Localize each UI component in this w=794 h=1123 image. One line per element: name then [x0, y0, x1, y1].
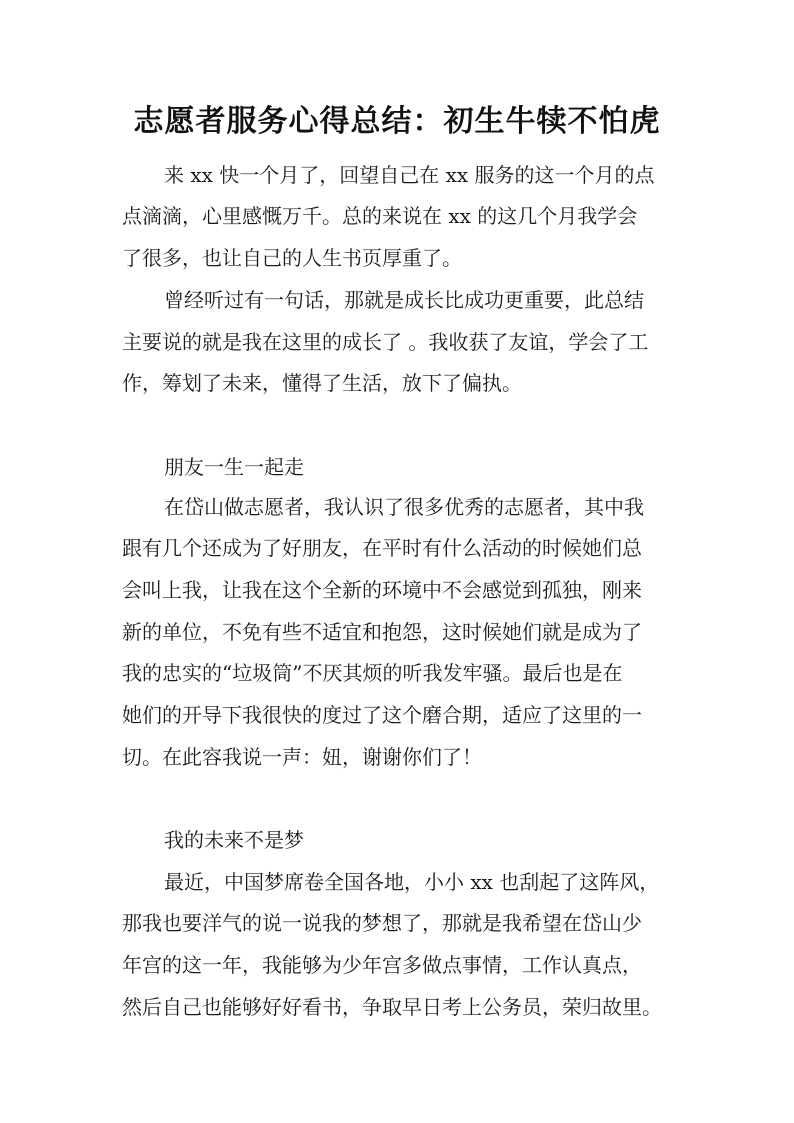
- paragraph-line: 她们的开导下我很快的度过了这个磨合期，适应了这里的一: [122, 703, 642, 727]
- paragraph-line: 曾经听过有一句话，那就是成长比成功更重要，此总结: [164, 288, 644, 312]
- paragraph-line: 切。在此容我说一声：妞，谢谢你们了！: [122, 745, 482, 769]
- paragraph-line: 了很多，也让自己的人生书页厚重了。: [122, 246, 462, 270]
- paragraph-line: 主要说的就是我在这里的成长了 。我收获了友谊，学会了工: [122, 330, 649, 354]
- paragraph-line: 最近，中国梦席卷全国各地，小小 xx 也刮起了这阵风，: [164, 870, 660, 894]
- paragraph-line: 来 xx 快一个月了，回望自己在 xx 服务的这一个月的点: [164, 163, 655, 187]
- paragraph-line: 新的单位，不免有些不适宜和抱怨，这时候她们就是成为了: [122, 620, 642, 644]
- paragraph-line: 作，筹划了未来，懂得了生活，放下了偏执。: [122, 371, 522, 395]
- paragraph-line: 那我也要洋气的说一说我的梦想了，那就是我希望在岱山少: [122, 911, 642, 935]
- section-heading: 朋友一生一起走: [164, 455, 304, 479]
- paragraph-line: 点滴滴，心里感慨万千。总的来说在 xx 的这几个月我学会: [122, 204, 638, 228]
- section-heading: 我的未来不是梦: [164, 828, 304, 852]
- document-title: 志愿者服务心得总结：初生牛犊不怕虎: [133, 104, 661, 139]
- paragraph-line: 年宫的这一年，我能够为少年宫多做点事情，工作认真点，: [122, 953, 642, 977]
- paragraph-line: 我的忠实的“垃圾筒”不厌其烦的听我发牢骚。最后也是在: [122, 661, 623, 685]
- paragraph-line: 会叫上我，让我在这个全新的环境中不会感觉到孤独，刚来: [122, 578, 642, 602]
- paragraph-line: 在岱山做志愿者，我认识了很多优秀的志愿者，其中我: [164, 495, 644, 519]
- paragraph-line: 跟有几个还成为了好朋友，在平时有什么活动的时候她们总: [122, 536, 642, 560]
- paragraph-line: 然后自己也能够好好看书，争取早日考上公务员，荣归故里。: [122, 995, 662, 1019]
